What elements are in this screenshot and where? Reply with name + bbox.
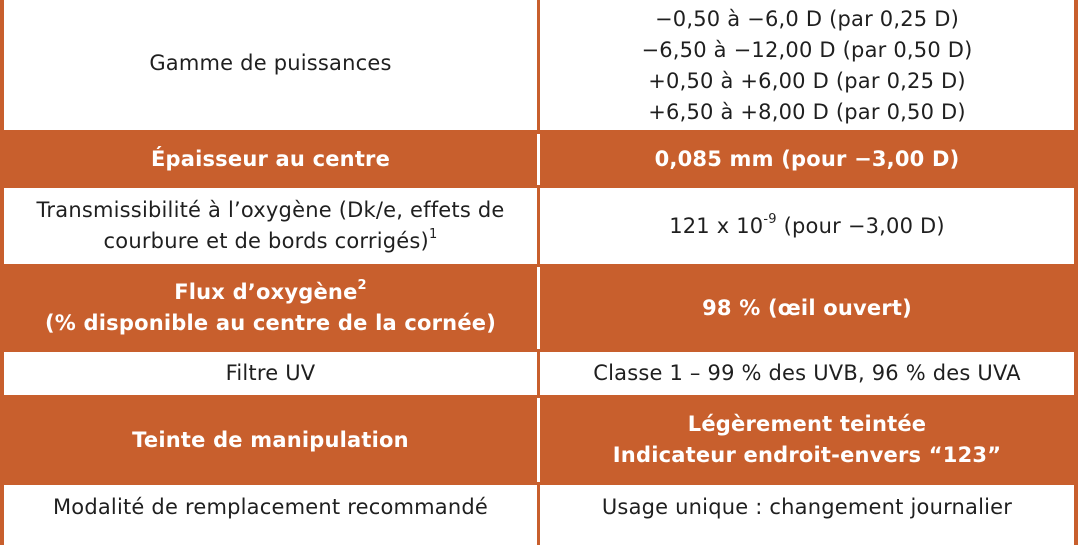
uv-filter-label: Filtre UV — [225, 361, 316, 385]
handling-tint-value-cell — [540, 398, 1074, 482]
handling-tint-value-1: Légèrement teintée — [687, 412, 927, 436]
handling-tint-label: Teinte de manipulation — [132, 427, 409, 452]
replacement-label-cell — [4, 485, 537, 545]
handling-tint-label-cell — [4, 398, 537, 482]
center-thickness-label-cell — [4, 134, 537, 185]
oxygen-transmissibility-label-line1: Transmissibilité à l’oxygène (Dk/e, effets de — [36, 198, 505, 222]
table-row-uv-filter — [4, 352, 1074, 395]
power-range-value-1: −0,50 à −6,0 D (par 0,25 D) — [655, 7, 959, 31]
oxygen-transmissibility-value — [669, 211, 945, 242]
power-range-value-4: +6,50 à +8,00 D (par 0,50 D) — [648, 100, 966, 124]
footnote-2-marker: 2 — [357, 278, 367, 293]
oxygen-flux-label-cell — [4, 267, 537, 349]
center-thickness-label: Épaisseur au centre — [150, 147, 391, 171]
uv-filter-value: Classe 1 – 99 % des UVB, 96 % des UVA — [593, 361, 1021, 385]
power-range-value-3: +0,50 à +6,00 D (par 0,25 D) — [648, 69, 966, 93]
column-divider — [537, 398, 540, 482]
table-row-oxygen-transmissibility — [4, 188, 1074, 264]
replacement-value: Usage unique : changement journalier — [601, 495, 1013, 519]
power-range-value-2: −6,50 à −12,00 D (par 0,50 D) — [641, 38, 973, 62]
column-divider — [537, 134, 540, 185]
power-range-label: Gamme de puissances — [149, 50, 392, 75]
oxygen-transmissibility-label-line2: courbure et de bords corrigés) — [103, 229, 429, 253]
oxygen-flux-value: 98 % (œil ouvert) — [702, 295, 912, 320]
oxygen-transmissibility-label-cell — [4, 188, 537, 264]
oxygen-flux-value-cell — [540, 267, 1074, 349]
replacement-value-cell — [540, 485, 1074, 545]
oxygen-flux-label-line1-wrap — [174, 277, 367, 308]
oxygen-transmissibility-label-line2-wrap — [104, 226, 438, 257]
table-row-power-range — [4, 0, 1074, 130]
replacement-label: Modalité de remplacement recommandé — [52, 495, 489, 519]
uv-filter-value-cell — [540, 352, 1074, 395]
power-range-value-cell — [540, 0, 1074, 130]
center-thickness-value: 0,085 mm (pour −3,00 D) — [654, 147, 960, 171]
oxygen-transmissibility-value-prefix: 121 x 10 — [669, 213, 764, 238]
oxygen-flux-label-line2: (% disponible au centre de la cornée) — [44, 311, 497, 335]
handling-tint-value-2: Indicateur endroit-envers “123” — [612, 443, 1002, 467]
power-range-label-cell — [4, 0, 537, 130]
exponent: -9 — [763, 211, 777, 227]
oxygen-flux-label-line1: Flux d’oxygène — [174, 280, 358, 304]
column-divider — [537, 267, 540, 349]
center-thickness-value-cell — [540, 134, 1074, 185]
oxygen-transmissibility-value-cell — [540, 188, 1074, 264]
footnote-1-marker: 1 — [428, 227, 438, 242]
table-row-replacement — [4, 485, 1074, 545]
oxygen-transmissibility-value-suffix: (pour −3,00 D) — [776, 213, 945, 238]
uv-filter-label-cell — [4, 352, 537, 395]
